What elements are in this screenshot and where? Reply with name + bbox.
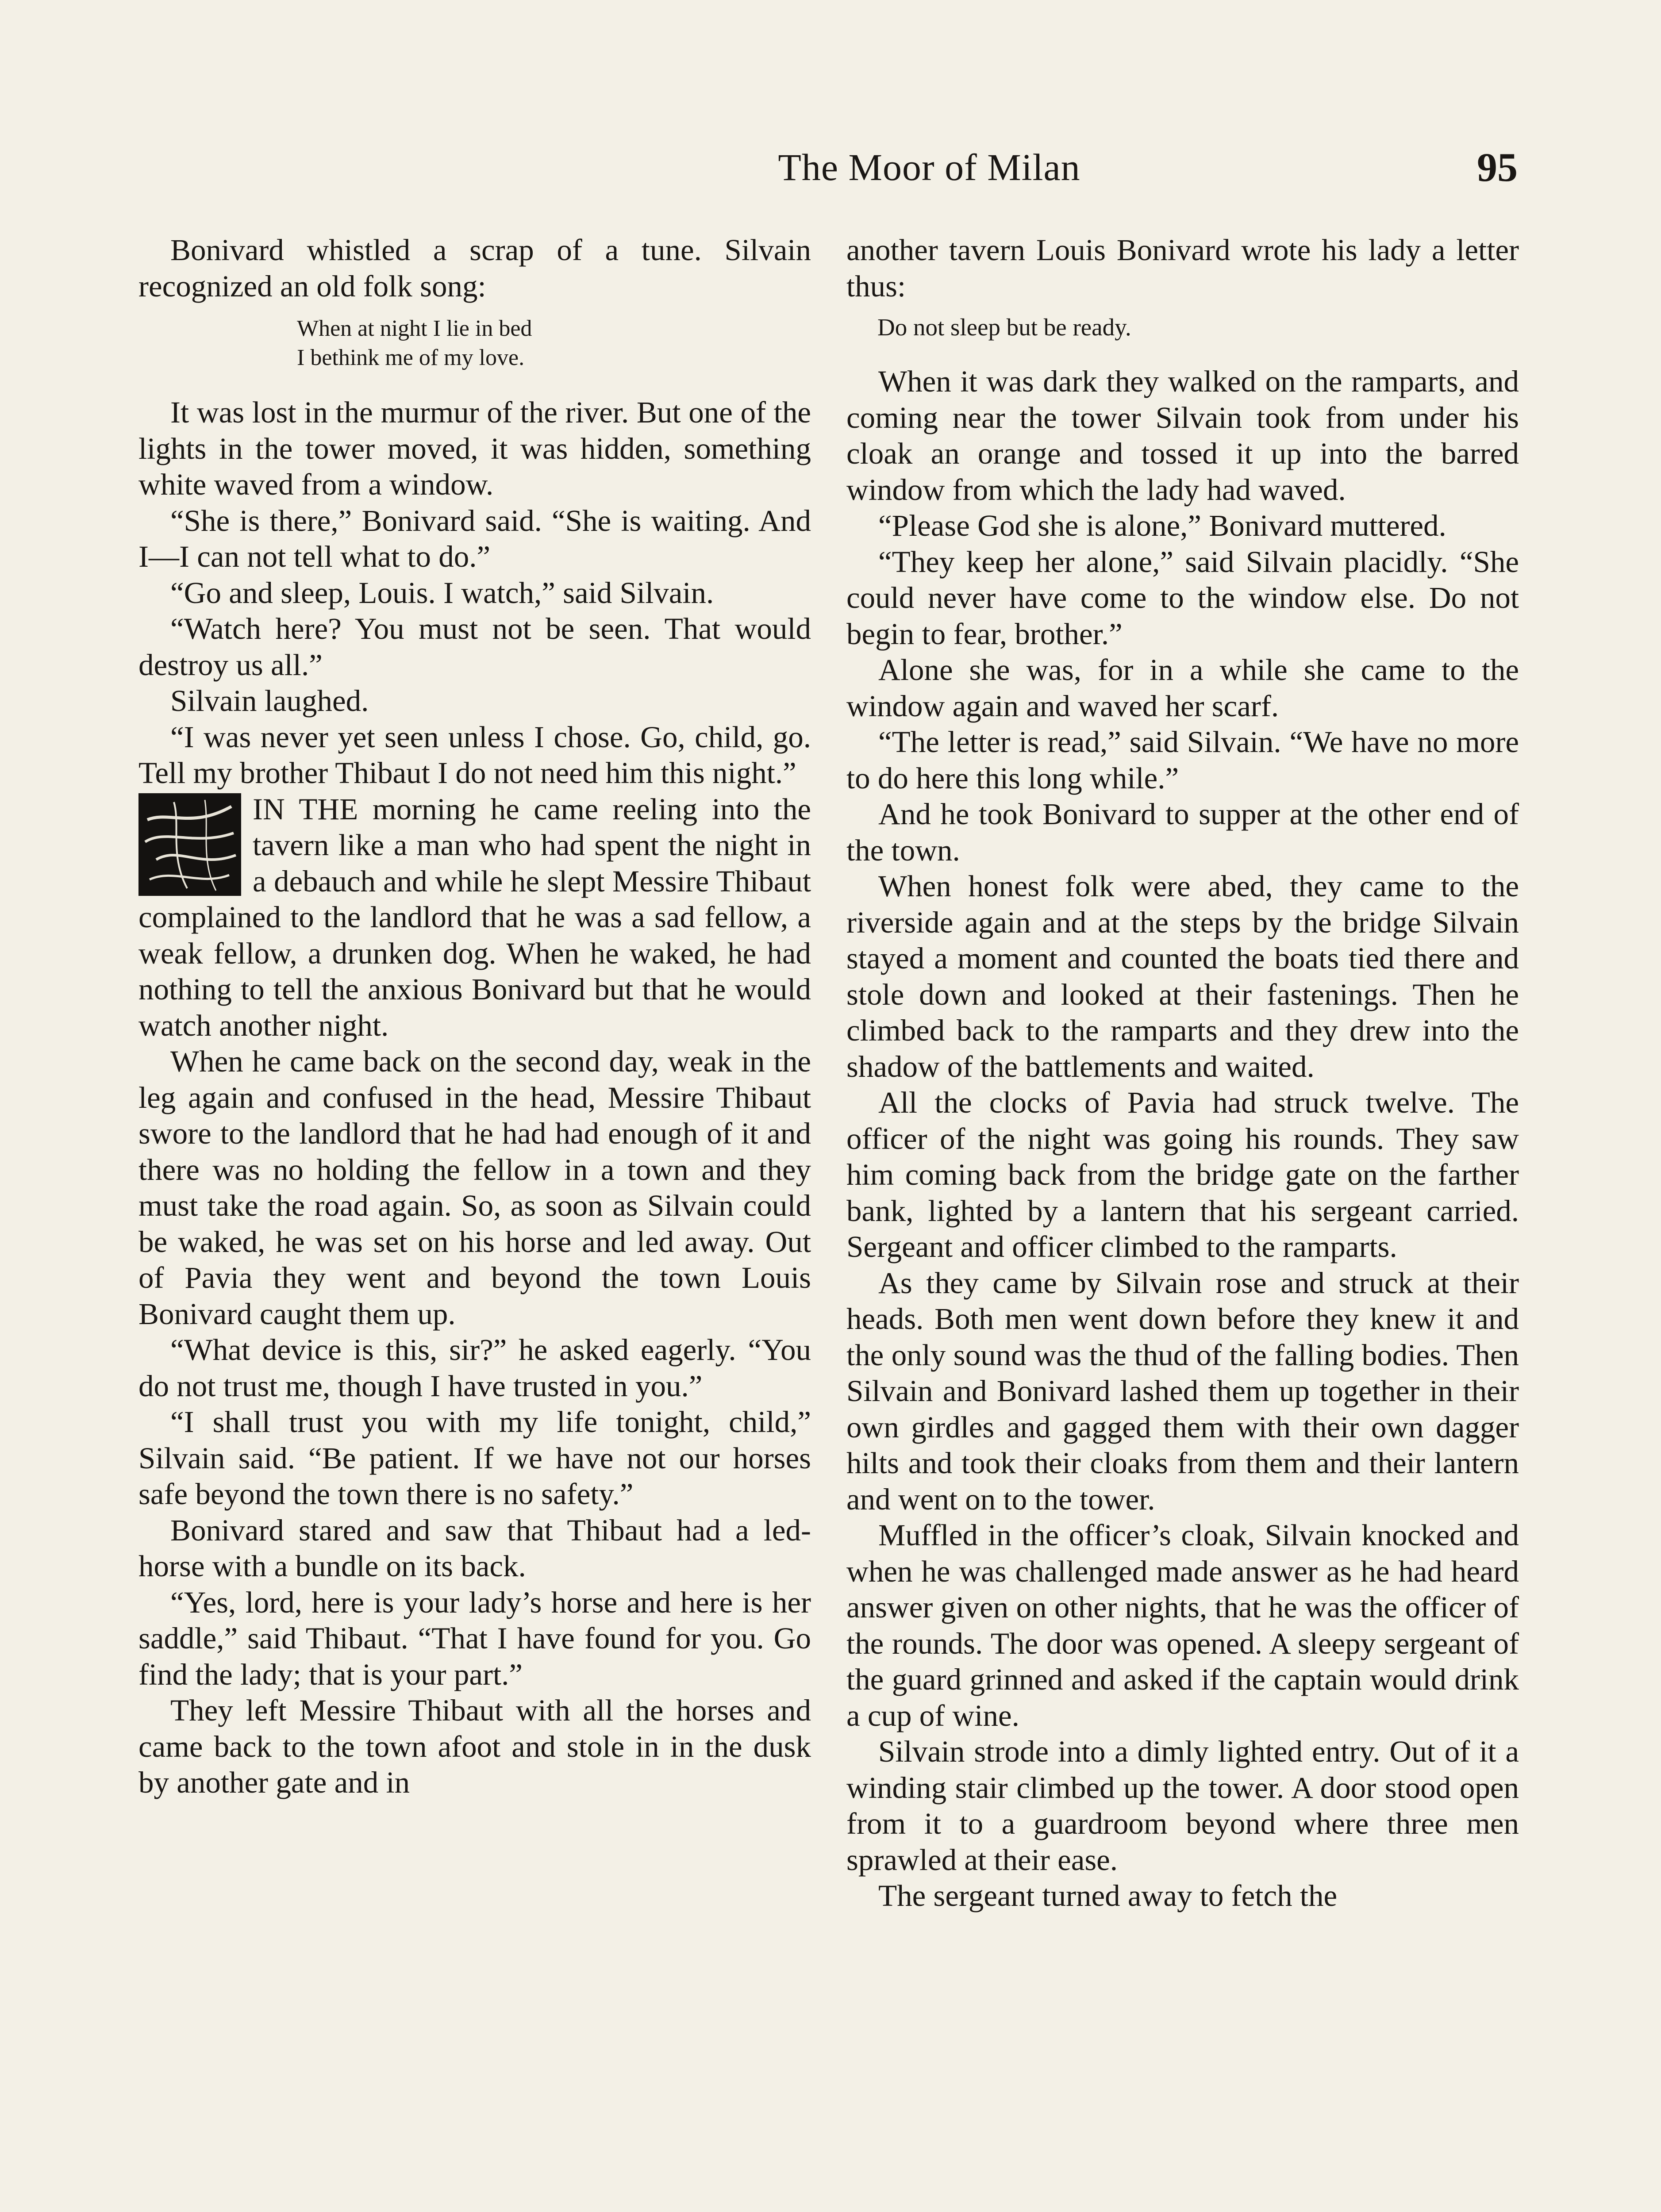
paragraph: “The letter is read,” said Silvain. “We have no more to do here this long while.” xyxy=(846,725,1519,795)
paragraph: another tavern Louis Bonivard wrote his lady a letter thus: xyxy=(846,233,1519,303)
paragraph: Silvain strode into a dimly lighted entry. Out of it a winding stair climbed up the tower. A door stood open from it to a guardroom beyond where three men sprawled at their ease. xyxy=(846,1735,1519,1877)
page-number: 95 xyxy=(1477,145,1518,190)
lead-words: IN THE xyxy=(253,792,358,826)
running-title: The Moor of Milan xyxy=(778,146,1080,188)
paragraph: As they came by Silvain rose and struck at their heads. Both men went down before they knew it and the only sound was the thud of the falling bodies. Then Silvain and Bonivard lashed them up together in their own girdles and gagged them with their own dagger hilts and took their cloaks from them and their lantern and went on to the tower. xyxy=(846,1266,1519,1516)
folk-song-verse xyxy=(297,314,811,373)
paragraph: When honest folk were abed, they came to the riverside again and at the steps by the bridge Silvain stayed a moment and counted the boats tied there and stole down and looked at their fastenings. Then he climbed back to the ramparts and they drew into the shadow of the battlements and waited. xyxy=(846,869,1519,1083)
paragraph: “Go and sleep, Louis. I watch,” said Silvain. xyxy=(170,576,714,610)
paragraph: “She is there,” Bonivard said. “She is waiting. And I—I can not tell what to do.” xyxy=(138,503,811,573)
paragraph: When it was dark they walked on the ramparts, and coming near the tower Silvain took from under his cloak an orange and tossed it up into the barred window from which the lady had waved. xyxy=(846,365,1519,507)
paragraph: “I shall trust you with my life tonight, child,” Silvain said. “Be patient. If we have not our horses safe beyond the town there is no safety.” xyxy=(138,1405,811,1511)
section-opening-paragraph xyxy=(138,791,811,1044)
paragraph: They left Messire Thibaut with all the horses and came back to the town afoot and stole in in the dusk by another gate and in xyxy=(138,1694,811,1799)
paragraph: Silvain laughed. xyxy=(170,684,369,718)
paragraph: Muffled in the officer’s cloak, Silvain knocked and when he was challenged made answer as he had heard answer given on other nights, that he was the officer of the rounds. The door was opened. A sleepy sergeant of the guard grinned and asked if the captain would drink a cup of wine. xyxy=(846,1518,1519,1732)
letter-text: Do not sleep but be ready. xyxy=(877,314,1131,341)
verse-line: When at night I lie in bed xyxy=(297,316,532,341)
paragraph: “I was never yet seen unless I chose. Go, child, go. Tell my brother Thibaut I do not need him this night.” xyxy=(138,720,811,790)
paragraph: “What device is this, sir?” he asked eagerly. “You do not trust me, though I have trusted in you.” xyxy=(138,1333,811,1403)
paragraph: The sergeant turned away to fetch the xyxy=(878,1879,1338,1912)
paragraph: Bonivard stared and saw that Thibaut had a led-horse with a bundle on its back. xyxy=(138,1513,811,1583)
paragraph: And he took Bonivard to supper at the other end of the town. xyxy=(846,797,1519,867)
paragraph: “Please God she is alone,” Bonivard muttered. xyxy=(878,509,1446,542)
verse-line: I bethink me of my love. xyxy=(297,345,525,370)
paragraph: It was lost in the murmur of the river. But one of the lights in the tower moved, it was hidden, something white waved from a window. xyxy=(138,396,811,501)
paragraph: Alone she was, for in a while she came to the window again and waved her scarf. xyxy=(846,653,1519,723)
paragraph: “Yes, lord, here is your lady’s horse and here is her saddle,” said Thibaut. “That I have found for you. Go find the lady; that is your part.” xyxy=(138,1585,811,1691)
paragraph: All the clocks of Pavia had struck twelve. The officer of the night was going his rounds. They saw him coming back from the bridge gate on the farther bank, lighted by a lantern that his sergeant carried. Sergeant and officer climbed to the ramparts. xyxy=(846,1086,1519,1263)
paragraph-text: morning he came reeling into the tavern like a man who had spent the night in a debauch and while he slept Messire Thibaut complained to the landlord that he was a sad fellow, a weak fellow, a drunken dog. When he waked, he had nothing to tell the anxious Bonivard but that he would watch another night. xyxy=(138,792,811,1042)
page-header xyxy=(619,141,1518,194)
left-column xyxy=(138,232,811,1801)
decorative-initial-ornament xyxy=(138,793,241,896)
paragraph: When he came back on the second day, weak in the leg again and confused in the head, Messire Thibaut swore to the landlord that he had had enough of it and there was no holding the fellow in a town and they must take the road again. So, as soon as Silvain could be waked, he was set on his horse and led away. Out of Pavia they went and beyond the town Louis Bonivard caught them up. xyxy=(138,1045,811,1331)
paragraph: Bonivard whistled a scrap of a tune. Silvain recognized an old folk song: xyxy=(138,233,811,303)
paragraph: “They keep her alone,” said Silvain placidly. “She could never have come to the window else. Do not begin to fear, brother.” xyxy=(846,545,1519,651)
paragraph: “Watch here? You must not be seen. That would destroy us all.” xyxy=(138,612,811,682)
right-column xyxy=(846,232,1519,1914)
